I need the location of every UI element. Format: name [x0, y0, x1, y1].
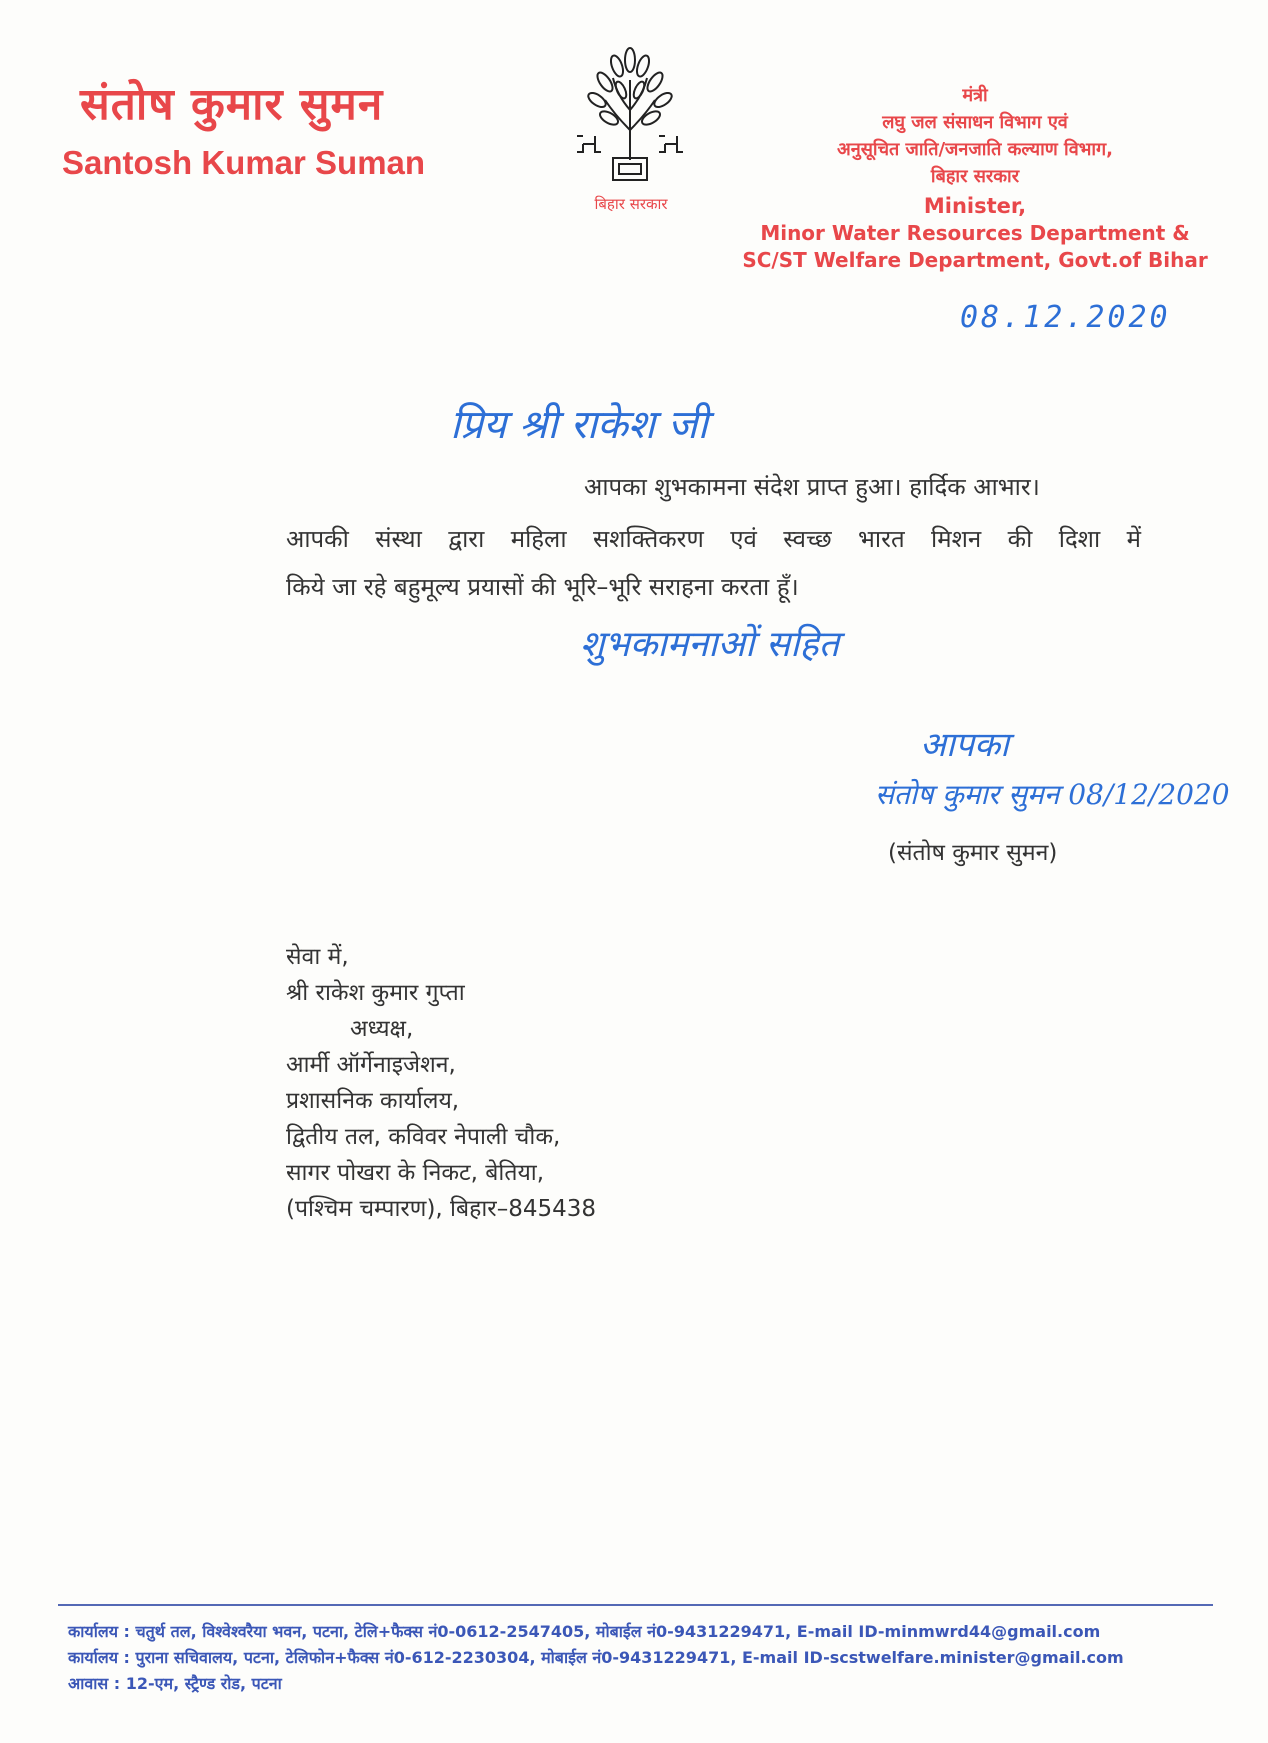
designation-english-line: Minor Water Resources Department &	[760, 221, 1190, 245]
address-line: सागर पोखरा के निकट, बेतिया,	[286, 1160, 545, 1186]
name-hindi: संतोष कुमार सुमन	[80, 79, 384, 130]
address-line: अध्यक्ष,	[350, 1016, 414, 1042]
designation-hindi-line: अनुसूचित जाति/जनजाति कल्याण विभाग,	[837, 139, 1113, 160]
address-line: सेवा में,	[286, 944, 349, 970]
emblem-caption: बिहार सरकार	[594, 195, 668, 213]
designation-english-title: Minister,	[923, 194, 1027, 218]
body-line-3: किये जा रहे बहुमूल्य प्रयासों की भूरि–भूरि सराहना करता हूँ।	[286, 573, 799, 601]
footer-line: कार्यालय : पुराना सचिवालय, पटना, टेलिफोन+फैक्स नं0-612-2230304, मोबाईल नं0-9431229471, E-mail ID-scstwelfare.minister@gmail.com	[68, 1648, 1124, 1667]
footer-line: कार्यालय : चतुर्थ तल, विश्वेश्वरैया भवन, पटना, टेलि+फैक्स नं0-0612-2547405, मोबाईल नं0-9431229471, E-mail ID-minmwrd44@gmail.com	[68, 1622, 1101, 1641]
designation-hindi-line: लघु जल संसाधन विभाग एवं	[882, 112, 1068, 133]
address-line: प्रशासनिक कार्यालय,	[286, 1088, 460, 1114]
bihar-emblem-icon	[575, 40, 685, 190]
signature: संतोष कुमार सुमन 08/12/2020	[875, 778, 1230, 811]
salutation: प्रिय श्री राकेश जी	[450, 402, 708, 448]
address-line: आर्मी ऑर्गेनाइजेशन,	[286, 1052, 456, 1078]
designation-english-line: SC/ST Welfare Department, Govt.of Bihar	[742, 248, 1208, 272]
designation-hindi-line: बिहार सरकार	[930, 166, 1020, 187]
name-english: Santosh Kumar Suman	[62, 144, 426, 181]
footer-divider	[58, 1604, 1213, 1606]
yours-sincerely: आपका	[920, 725, 1009, 765]
designation-hindi-line: मंत्री	[962, 85, 988, 106]
closing: शुभकामनाओं सहित	[580, 624, 840, 665]
address-line: श्री राकेश कुमार गुप्ता	[286, 980, 465, 1006]
address-line: (पश्चिम चम्पारण), बिहार–845438	[286, 1196, 597, 1222]
body-line-2: आपकी संस्था द्वारा महिला सशक्तिकरण एवं स्वच्छ भारत मिशन की दिशा में	[286, 525, 1141, 553]
signer-name: (संतोष कुमार सुमन)	[888, 840, 1058, 866]
letter-date: 08.12.2020	[960, 300, 1171, 335]
footer-line: आवास : 12-एम, स्ट्रैण्ड रोड, पटना	[68, 1674, 282, 1693]
designation-block	[740, 82, 1210, 274]
address-line: द्वितीय तल, कविवर नेपाली चौक,	[286, 1124, 561, 1150]
body-line-1: आपका शुभकामना संदेश प्राप्त हुआ। हार्दिक आभार।	[584, 473, 1040, 501]
